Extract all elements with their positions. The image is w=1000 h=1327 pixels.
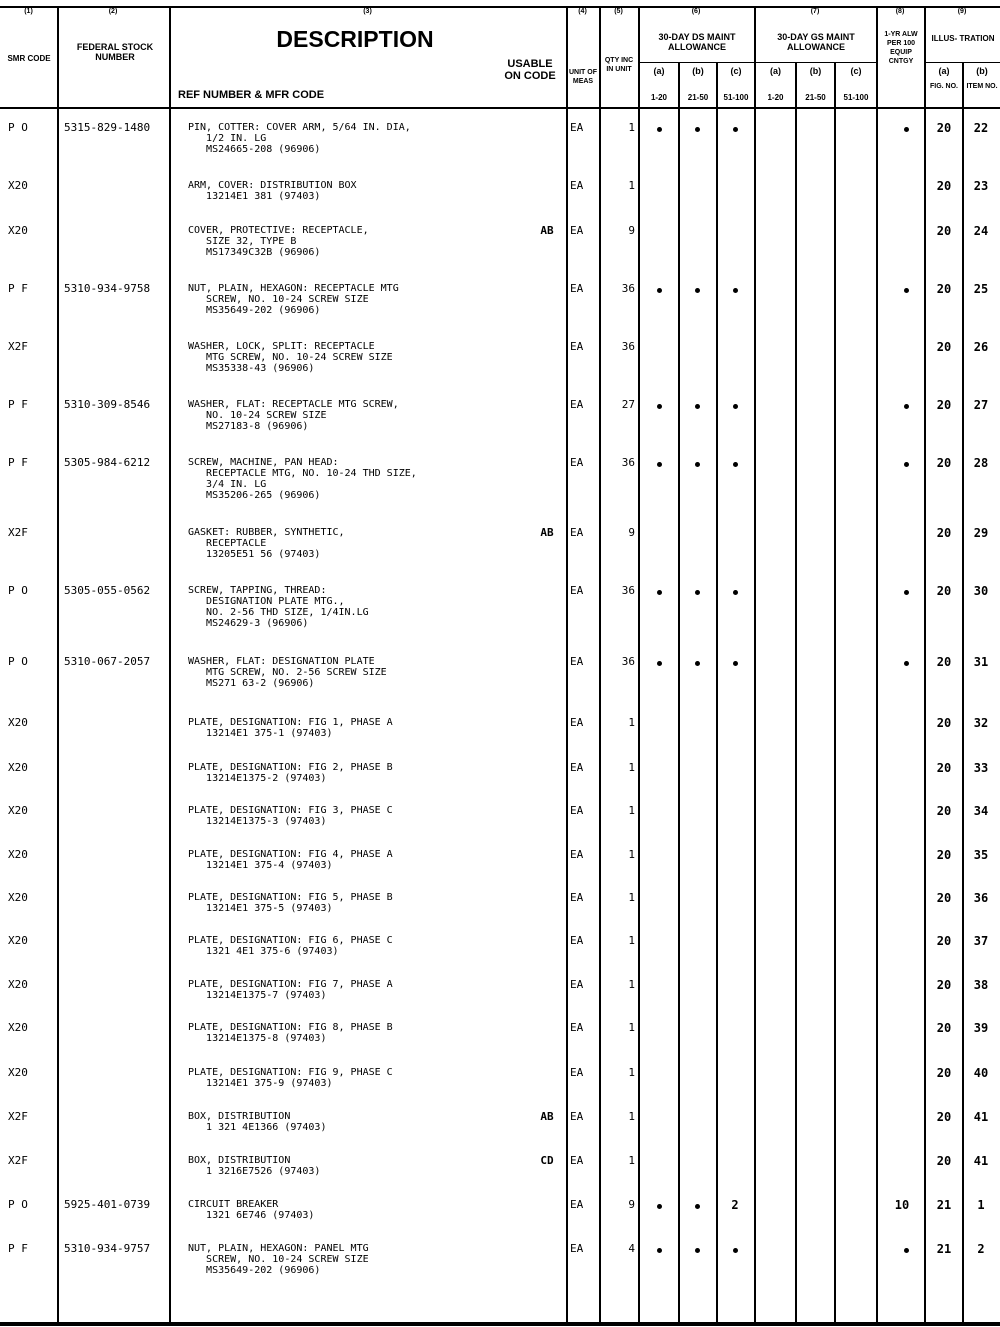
item-number: 31	[973, 655, 989, 669]
quantity: 1	[628, 1066, 635, 1079]
ds-sub-c: (c)	[730, 66, 742, 76]
ds-allowance-dot	[695, 127, 700, 132]
ds-allowance-dot	[695, 462, 700, 467]
figure-number: 20	[936, 121, 952, 135]
fig-no-header: FIG. NO.	[930, 83, 958, 90]
quantity: 4	[628, 1242, 635, 1255]
description: NUT, PLAIN, HEXAGON: PANEL MTG SCREW, NO. 10-24 SCREW SIZE MS35649-202 (96906)	[188, 1243, 369, 1276]
one-yr-alw-dot	[904, 404, 909, 409]
one-yr-alw-dot	[904, 462, 909, 467]
col-line-3	[566, 6, 568, 1322]
item-number: 30	[973, 584, 989, 598]
figure-number: 20	[936, 804, 952, 818]
ds-allowance-dot	[695, 404, 700, 409]
figure-number: 20	[936, 761, 952, 775]
smr-code: P F	[8, 398, 28, 411]
col-line-6b	[716, 62, 718, 1322]
ds-allowance-dot	[733, 288, 738, 293]
figure-number: 20	[936, 716, 952, 730]
ds-allowance-dot	[695, 590, 700, 595]
quantity: 9	[628, 224, 635, 237]
gs-sub-b: (b)	[809, 66, 822, 76]
ds-allowance-dot	[695, 661, 700, 666]
smr-code: P O	[8, 655, 28, 668]
unit-of-measure: EA	[570, 179, 584, 192]
table-row	[0, 340, 1000, 374]
figure-number: 20	[936, 526, 952, 540]
col-line-2	[169, 6, 171, 1322]
table-row	[0, 716, 1000, 739]
figure-number: 20	[936, 1154, 952, 1168]
ds-allowance-dot	[695, 1248, 700, 1253]
item-number: 34	[973, 804, 989, 818]
quantity: 1	[628, 891, 635, 904]
quantity: 27	[621, 398, 635, 411]
qty-inc-header: QTY INC IN UNIT	[604, 57, 634, 73]
quantity: 36	[621, 655, 635, 668]
smr-code: X20	[8, 891, 28, 904]
colnum-5: (5)	[614, 8, 623, 15]
figure-number: 20	[936, 398, 952, 412]
description: GASKET: RUBBER, SYNTHETIC, RECEPTACLE 13205E51 56 (97403)	[188, 527, 345, 560]
usable-on-code-header: USABLE ON CODE	[504, 58, 556, 82]
table-row	[0, 1066, 1000, 1089]
gs-range-a: 1-20	[767, 93, 784, 102]
item-number: 28	[973, 456, 989, 470]
smr-code: P O	[8, 1198, 28, 1211]
description: WASHER, LOCK, SPLIT: RECEPTACLE MTG SCREW, NO. 10-24 SCREW SIZE MS35338-43 (96906)	[188, 341, 393, 374]
smr-code: P F	[8, 456, 28, 469]
ds-allowance-value: 2	[731, 1198, 739, 1212]
colnum-1: (1)	[24, 8, 33, 15]
federal-stock-number-header: FEDERAL STOCK NUMBER	[76, 42, 154, 62]
item-number: 24	[973, 224, 989, 238]
ds-allowance-dot	[733, 404, 738, 409]
col-line-8	[924, 6, 926, 1322]
figure-number: 20	[936, 1066, 952, 1080]
item-number: 35	[973, 848, 989, 862]
table-row	[0, 1198, 1000, 1221]
description: WASHER, FLAT: DESIGNATION PLATE MTG SCREW, NO. 2-56 SCREW SIZE MS271 63-2 (96906)	[188, 656, 387, 689]
description: ARM, COVER: DISTRIBUTION BOX 13214E1 381 (97403)	[188, 180, 357, 202]
header-rule	[0, 107, 1000, 109]
colnum-4: (4)	[578, 8, 587, 15]
figure-number: 20	[936, 1021, 952, 1035]
quantity: 1	[628, 179, 635, 192]
figure-number: 21	[936, 1242, 952, 1256]
description: SCREW, TAPPING, THREAD: DESIGNATION PLATE MTG., NO. 2-56 THD SIZE, 1/4IN.LG MS24629-3 (96906)	[188, 585, 369, 629]
unit-of-measure: EA	[570, 340, 584, 353]
figure-number: 20	[936, 848, 952, 862]
gs-range-c: 51-100	[843, 93, 869, 102]
item-number: 40	[973, 1066, 989, 1080]
colnum-9: (9)	[957, 8, 967, 15]
federal-stock-number: 5310-309-8546	[64, 398, 151, 411]
smr-code-header: SMR CODE	[7, 54, 51, 63]
col-line-5	[638, 6, 640, 1322]
usable-on-code: AB	[540, 1110, 554, 1123]
smr-code: X20	[8, 934, 28, 947]
description: CIRCUIT BREAKER 1321 6E746 (97403)	[188, 1199, 315, 1221]
description: SCREW, MACHINE, PAN HEAD: RECEPTACLE MTG, NO. 10-24 THD SIZE, 3/4 IN. LG MS35206-265 (96906)	[188, 457, 417, 501]
item-number: 25	[973, 282, 989, 296]
ds-allowance-dot	[657, 590, 662, 595]
figure-number: 20	[936, 282, 952, 296]
unit-of-measure: EA	[570, 1154, 584, 1167]
unit-of-measure: EA	[570, 1021, 584, 1034]
table-row	[0, 934, 1000, 957]
unit-of-measure: EA	[570, 891, 584, 904]
usable-on-code: CD	[540, 1154, 554, 1167]
col-line-7b	[834, 62, 836, 1322]
description: PLATE, DESIGNATION: FIG 2, PHASE B 13214E1375-2 (97403)	[188, 762, 393, 784]
unit-of-measure: EA	[570, 761, 584, 774]
colnum-6: (6)	[691, 8, 701, 15]
federal-stock-number: 5305-984-6212	[64, 456, 151, 469]
colnum-3: (3)	[363, 8, 372, 15]
usable-on-code: AB	[540, 224, 554, 237]
ds-allowance-dot	[657, 1248, 662, 1253]
unit-of-measure: EA	[570, 1198, 584, 1211]
federal-stock-number: 5305-055-0562	[64, 584, 151, 597]
table-row	[0, 978, 1000, 1001]
item-number: 32	[973, 716, 989, 730]
ds-allowance-dot	[733, 661, 738, 666]
gs-sub-a: (a)	[770, 66, 781, 76]
quantity: 1	[628, 761, 635, 774]
gs-allowance-header: 30-DAY GS MAINT ALLOWANCE	[777, 32, 855, 52]
item-number: 2	[977, 1242, 985, 1256]
description: PLATE, DESIGNATION: FIG 8, PHASE B 13214E1375-8 (97403)	[188, 1022, 393, 1044]
description: COVER, PROTECTIVE: RECEPTACLE, SIZE 32, TYPE B MS17349C32B (96906)	[188, 225, 369, 258]
figure-number: 20	[936, 655, 952, 669]
smr-code: X2F	[8, 340, 28, 353]
table-row	[0, 224, 1000, 258]
description: PLATE, DESIGNATION: FIG 3, PHASE C 13214E1375-3 (97403)	[188, 805, 393, 827]
description: PLATE, DESIGNATION: FIG 1, PHASE A 13214E1 375-1 (97403)	[188, 717, 393, 739]
federal-stock-number: 5925-401-0739	[64, 1198, 151, 1211]
federal-stock-number: 5310-934-9757	[64, 1242, 151, 1255]
description: BOX, DISTRIBUTION 1 3216E7526 (97403)	[188, 1155, 321, 1177]
figure-number: 20	[936, 934, 952, 948]
item-number: 41	[973, 1154, 989, 1168]
quantity: 1	[628, 934, 635, 947]
one-yr-alw-dot	[904, 590, 909, 595]
quantity: 9	[628, 526, 635, 539]
item-no-header: ITEM NO.	[966, 83, 998, 90]
ds-allowance-dot	[657, 404, 662, 409]
illus-sub-b: (b)	[976, 66, 988, 76]
unit-of-measure: EA	[570, 526, 584, 539]
quantity: 36	[621, 584, 635, 597]
item-number: 1	[977, 1198, 985, 1212]
ds-allowance-dot	[733, 590, 738, 595]
quantity: 1	[628, 1110, 635, 1123]
unit-of-measure: EA	[570, 655, 584, 668]
unit-of-measure: EA	[570, 584, 584, 597]
ds-allowance-dot	[733, 127, 738, 132]
table-row	[0, 891, 1000, 914]
colnum-7: (7)	[810, 8, 820, 15]
smr-code: X2F	[8, 1154, 28, 1167]
quantity: 36	[621, 340, 635, 353]
figure-number: 20	[936, 456, 952, 470]
figure-number: 21	[936, 1198, 952, 1212]
table-row	[0, 1242, 1000, 1276]
description: PLATE, DESIGNATION: FIG 5, PHASE B 13214E1 375-5 (97403)	[188, 892, 393, 914]
ds-allowance-dot	[657, 661, 662, 666]
table-row	[0, 761, 1000, 784]
item-number: 39	[973, 1021, 989, 1035]
item-number: 37	[973, 934, 989, 948]
unit-of-measure: EA	[570, 224, 584, 237]
ds-range-c: 51-100	[723, 93, 749, 102]
one-yr-alw-dot	[904, 661, 909, 666]
smr-code: P O	[8, 584, 28, 597]
smr-code: X20	[8, 716, 28, 729]
item-number: 22	[973, 121, 989, 135]
illus-sub-a: (a)	[938, 66, 950, 76]
ds-allowance-dot	[733, 462, 738, 467]
quantity: 36	[621, 282, 635, 295]
col-line-4	[599, 6, 601, 1322]
description: BOX, DISTRIBUTION 1 321 4E1366 (97403)	[188, 1111, 327, 1133]
federal-stock-number: 5310-067-2057	[64, 655, 151, 668]
table-row	[0, 655, 1000, 689]
ds-range-a: 1-20	[650, 93, 667, 102]
federal-stock-number: 5310-934-9758	[64, 282, 151, 295]
figure-number: 20	[936, 179, 952, 193]
figure-number: 20	[936, 224, 952, 238]
smr-code: X2F	[8, 526, 28, 539]
quantity: 1	[628, 1154, 635, 1167]
ds-allowance-dot	[733, 1248, 738, 1253]
ds-allowance-dot	[657, 288, 662, 293]
unit-of-measure: EA	[570, 934, 584, 947]
description: PLATE, DESIGNATION: FIG 7, PHASE A 13214E1375-7 (97403)	[188, 979, 393, 1001]
ds-allowance-dot	[695, 288, 700, 293]
table-row	[0, 1110, 1000, 1133]
gs-sub-c: (c)	[850, 66, 862, 76]
unit-of-measure: EA	[570, 848, 584, 861]
table-row	[0, 804, 1000, 827]
item-number: 33	[973, 761, 989, 775]
federal-stock-number: 5315-829-1480	[64, 121, 151, 134]
item-number: 36	[973, 891, 989, 905]
quantity: 1	[628, 716, 635, 729]
col-line-6a	[678, 62, 680, 1322]
quantity: 1	[628, 978, 635, 991]
gs-range-b: 21-50	[805, 93, 826, 102]
illustration-header: ILLUS- TRATION	[931, 34, 995, 43]
one-yr-alw-value: 10	[894, 1198, 910, 1212]
smr-code: X20	[8, 179, 28, 192]
table-row	[0, 121, 1000, 155]
description: NUT, PLAIN, HEXAGON: RECEPTACLE MTG SCREW, NO. 10-24 SCREW SIZE MS35649-202 (96906)	[188, 283, 399, 316]
description-header: DESCRIPTION	[276, 26, 434, 52]
item-number: 26	[973, 340, 989, 354]
ds-allowance-dot	[657, 462, 662, 467]
one-yr-alw-dot	[904, 1248, 909, 1253]
col-line-1	[57, 6, 59, 1322]
ds-allowance-dot	[657, 127, 662, 132]
figure-number: 20	[936, 978, 952, 992]
unit-of-measure: EA	[570, 398, 584, 411]
table-row	[0, 398, 1000, 432]
smr-code: X20	[8, 224, 28, 237]
description: PLATE, DESIGNATION: FIG 6, PHASE C 1321 4E1 375-6 (97403)	[188, 935, 393, 957]
table-row	[0, 526, 1000, 560]
col-line-9	[962, 62, 964, 1322]
item-number: 23	[973, 179, 989, 193]
table-row	[0, 584, 1000, 629]
item-number: 27	[973, 398, 989, 412]
usable-on-code: AB	[540, 526, 554, 539]
table-row	[0, 282, 1000, 316]
quantity: 36	[621, 456, 635, 469]
unit-of-meas-header: UNIT OF MEAS	[569, 69, 597, 85]
unit-of-measure: EA	[570, 1110, 584, 1123]
ds-allowance-dot	[695, 1204, 700, 1209]
figure-number: 20	[936, 1110, 952, 1124]
unit-of-measure: EA	[570, 282, 584, 295]
colnum-2: (2)	[108, 8, 118, 15]
item-number: 38	[973, 978, 989, 992]
col-line-7c	[876, 6, 878, 1322]
smr-code: X20	[8, 978, 28, 991]
description: WASHER, FLAT: RECEPTACLE MTG SCREW, NO. 10-24 SCREW SIZE MS27183-8 (96906)	[188, 399, 399, 432]
smr-code: X20	[8, 1066, 28, 1079]
table-row	[0, 1021, 1000, 1044]
unit-of-measure: EA	[570, 1066, 584, 1079]
quantity: 1	[628, 1021, 635, 1034]
table-row	[0, 848, 1000, 871]
one-yr-alw-dot	[904, 127, 909, 132]
description: PLATE, DESIGNATION: FIG 4, PHASE A 13214E1 375-4 (97403)	[188, 849, 393, 871]
figure-number: 20	[936, 340, 952, 354]
item-number: 41	[973, 1110, 989, 1124]
ds-allowance-header: 30-DAY DS MAINT ALLOWANCE	[658, 32, 736, 52]
smr-code: X20	[8, 761, 28, 774]
smr-code: X20	[8, 1021, 28, 1034]
smr-code: X2F	[8, 1110, 28, 1123]
one-yr-alw-header: 1-YR ALW PER 100 EQUIP CNTGY	[884, 31, 918, 65]
one-yr-alw-dot	[904, 288, 909, 293]
ds-sub-a: (a)	[653, 66, 665, 76]
unit-of-measure: EA	[570, 1242, 584, 1255]
ds-range-b: 21-50	[687, 93, 709, 102]
unit-of-measure: EA	[570, 716, 584, 729]
colnum-8: (8)	[895, 8, 905, 15]
smr-code: P F	[8, 1242, 28, 1255]
table-row	[0, 1154, 1000, 1177]
table-row	[0, 456, 1000, 501]
table-row	[0, 179, 1000, 202]
smr-code: X20	[8, 804, 28, 817]
unit-of-measure: EA	[570, 456, 584, 469]
gs-subheader-rule	[756, 62, 876, 63]
smr-code: X20	[8, 848, 28, 861]
quantity: 1	[628, 121, 635, 134]
col-line-7a	[795, 62, 797, 1322]
unit-of-measure: EA	[570, 804, 584, 817]
ds-allowance-dot	[657, 1204, 662, 1209]
ref-number-header: REF NUMBER & MFR CODE	[178, 89, 325, 101]
smr-code: P F	[8, 282, 28, 295]
smr-code: P O	[8, 121, 28, 134]
quantity: 1	[628, 848, 635, 861]
description: PLATE, DESIGNATION: FIG 9, PHASE C 13214E1 375-9 (97403)	[188, 1067, 393, 1089]
description: PIN, COTTER: COVER ARM, 5/64 IN. DIA, 1/2 IN. LG MS24665-208 (96906)	[188, 122, 411, 155]
quantity: 9	[628, 1198, 635, 1211]
quantity: 1	[628, 804, 635, 817]
unit-of-measure: EA	[570, 121, 584, 134]
bottom-rule	[0, 1322, 1000, 1326]
item-number: 29	[973, 526, 989, 540]
unit-of-measure: EA	[570, 978, 584, 991]
ds-sub-b: (b)	[692, 66, 704, 76]
col-line-6c	[754, 6, 756, 1322]
figure-number: 20	[936, 584, 952, 598]
figure-number: 20	[936, 891, 952, 905]
